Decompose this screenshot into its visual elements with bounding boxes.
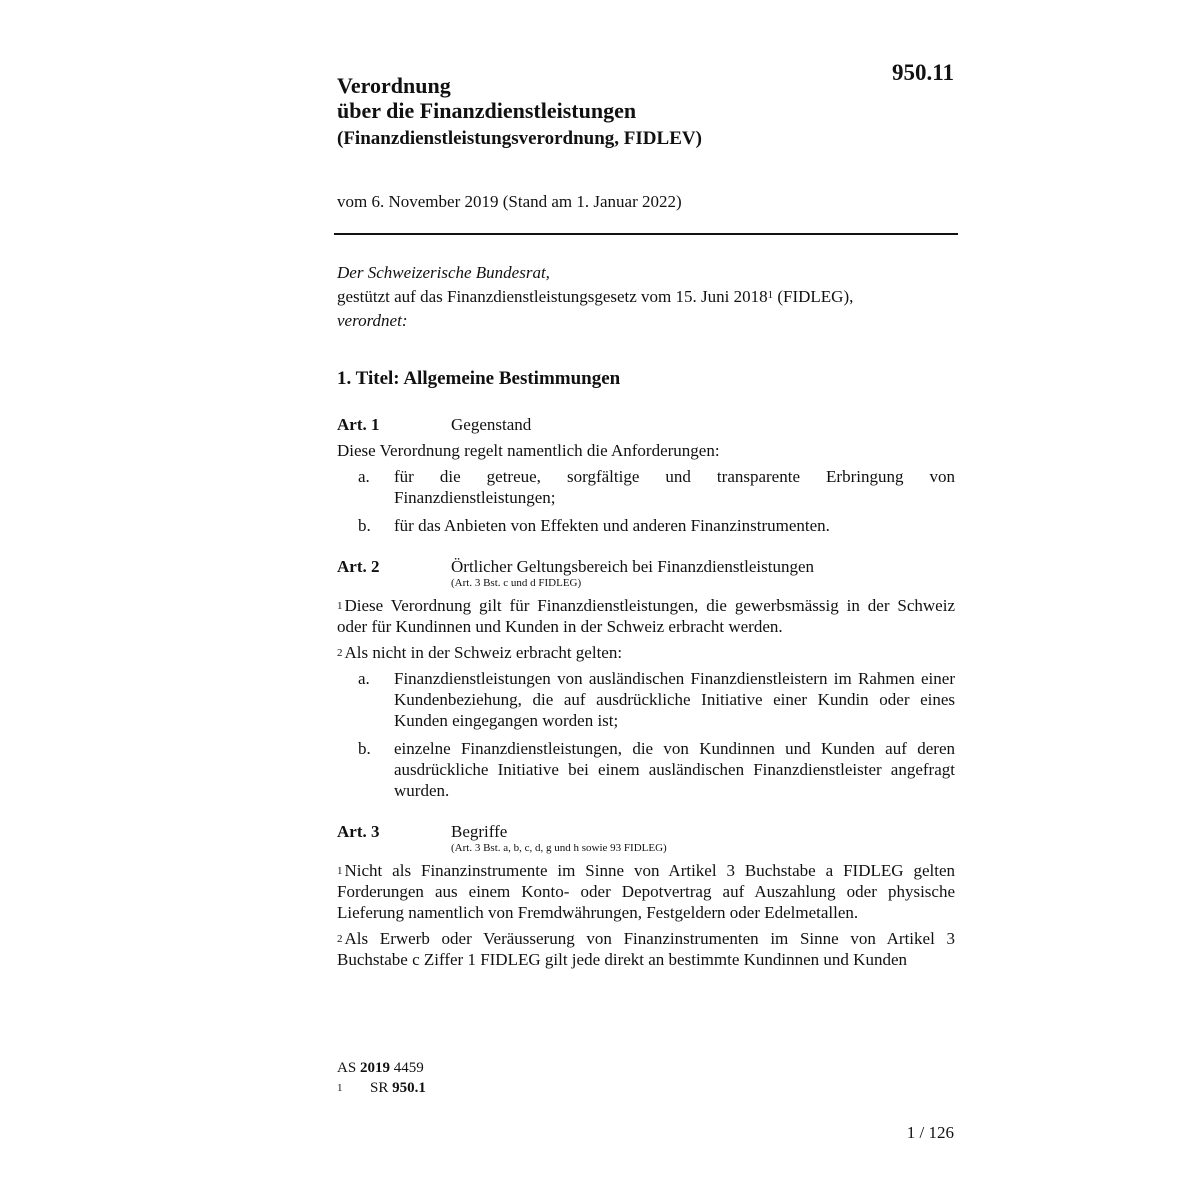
list-item-text: Finanzdienstleistungen von ausländischen Finanzdienstleistern im Rahmen einer Kundenbeziehung, die auf ausdrückliche Initiative einer Kundin oder eines Kunden eingegangen worden ist; xyxy=(394,669,955,730)
list-item-label: a. xyxy=(358,669,370,688)
as-prefix: AS xyxy=(337,1060,360,1076)
list-item-label: b. xyxy=(358,739,371,758)
list-item-label: b. xyxy=(358,516,371,535)
list-item-text: für die getreue, sorgfältige und transparente Erbringung von Finanzdienstleistungen; xyxy=(394,467,955,507)
paragraph-2 xyxy=(337,928,955,970)
as-reference xyxy=(337,1058,426,1078)
list-item-label: a. xyxy=(358,467,370,486)
article-title-wrap xyxy=(451,821,667,855)
paragraph-2 xyxy=(337,642,955,663)
article-number: Art. 3 xyxy=(337,822,380,841)
article-reference: (Art. 3 Bst. a, b, c, d, g und h sowie 93 FIDLEG) xyxy=(451,842,667,854)
article-2 xyxy=(337,556,955,801)
footnote-sr-number[interactable]: 950.1 xyxy=(392,1080,426,1096)
article-number: Art. 2 xyxy=(337,557,380,576)
date-line: vom 6. November 2019 (Stand am 1. Januar 2022) xyxy=(337,192,682,211)
article-list xyxy=(337,668,955,801)
paragraph-text: Diese Verordnung gilt für Finanzdienstleistungen, die gewerbsmässig in der Schweiz oder für Kundinnen und Kunden in der Schweiz erbracht werden. xyxy=(337,596,955,636)
footnote-text xyxy=(370,1078,426,1098)
main-content xyxy=(337,262,955,990)
article-3 xyxy=(337,821,955,970)
article-reference: (Art. 3 Bst. c und d FIDLEG) xyxy=(451,577,582,589)
paragraph-text: Als nicht in der Schweiz erbracht gelten: xyxy=(344,643,623,662)
preamble-basis-text: gestützt auf das Finanzdienstleistungsgesetz vom 15. Juni 2018 xyxy=(337,287,768,306)
article-intro: Diese Verordnung regelt namentlich die Anforderungen: xyxy=(337,441,720,460)
article-title: Örtlicher Geltungsbereich bei Finanzdienstleistungen xyxy=(451,557,815,576)
sr-number: 950.11 xyxy=(892,60,954,85)
article-number: Art. 1 xyxy=(337,415,380,434)
footnote-prefix: SR xyxy=(370,1080,393,1096)
paragraph-text: Nicht als Finanzinstrumente im Sinne von Artikel 3 Buchstabe a FIDLEG gelten Forderungen aus einem Konto- oder Depotvertrag auf Auszahlung oder physische Lieferung namentlich von Fremdwährungen, Festgeldern oder Edelmetallen. xyxy=(337,861,955,922)
as-page: 4459 xyxy=(389,1060,424,1076)
title-short: (Finanzdienstleistungsverordnung, FIDLEV) xyxy=(337,128,702,149)
footnote-ref-1[interactable]: 1 xyxy=(767,289,774,301)
paragraph-number: 1 xyxy=(337,600,343,612)
article-title-wrap xyxy=(451,556,814,590)
preamble-basis xyxy=(337,286,955,307)
paragraph-number: 2 xyxy=(337,647,343,659)
preamble xyxy=(337,262,955,331)
page-number: 1 / 126 xyxy=(906,1123,954,1142)
list-item xyxy=(337,668,955,731)
section-title: 1. Titel: Allgemeine Bestimmungen xyxy=(337,368,621,389)
title-line-2: über die Finanzdienstleistungen xyxy=(337,98,637,123)
article-title: Begriffe xyxy=(451,822,508,841)
preamble-decree: verordnet: xyxy=(337,311,408,330)
title-line-1: Verordnung xyxy=(337,73,451,98)
preamble-basis-suffix: (FIDLEG), xyxy=(773,287,854,306)
paragraph-1 xyxy=(337,595,955,637)
article-1 xyxy=(337,414,955,536)
article-heading xyxy=(337,821,955,855)
preamble-authority: Der Schweizerische Bundesrat, xyxy=(337,263,550,282)
article-heading xyxy=(337,414,955,435)
footnote-1 xyxy=(337,1078,426,1098)
list-item xyxy=(337,466,955,508)
article-title: Gegenstand xyxy=(451,415,532,434)
footnote-label: 1 xyxy=(337,1082,343,1094)
list-item-text: einzelne Finanzdienstleistungen, die von Kundinnen und Kunden auf deren ausdrückliche Initiative bei einem ausländischen Finanzdienstleister angefragt wurden. xyxy=(394,739,955,800)
list-item-text: für das Anbieten von Effekten und anderen Finanzinstrumenten. xyxy=(394,516,830,535)
list-item xyxy=(337,738,955,801)
paragraph-text: Als Erwerb oder Veräusserung von Finanzinstrumenten im Sinne von Artikel 3 Buchstabe c Ziffer 1 FIDLEG gilt jede direkt an bestimmte Kundinnen und Kunden xyxy=(337,929,955,969)
paragraph-number: 2 xyxy=(337,933,343,945)
article-heading xyxy=(337,556,955,590)
footnotes xyxy=(337,1058,426,1098)
list-item xyxy=(337,515,955,536)
paragraph-number: 1 xyxy=(337,865,343,877)
article-title-wrap xyxy=(451,414,531,435)
article-list xyxy=(337,466,955,536)
as-year: 2019 xyxy=(359,1060,390,1076)
paragraph-1 xyxy=(337,860,955,923)
header-rule xyxy=(334,233,958,235)
title-block xyxy=(337,73,897,151)
